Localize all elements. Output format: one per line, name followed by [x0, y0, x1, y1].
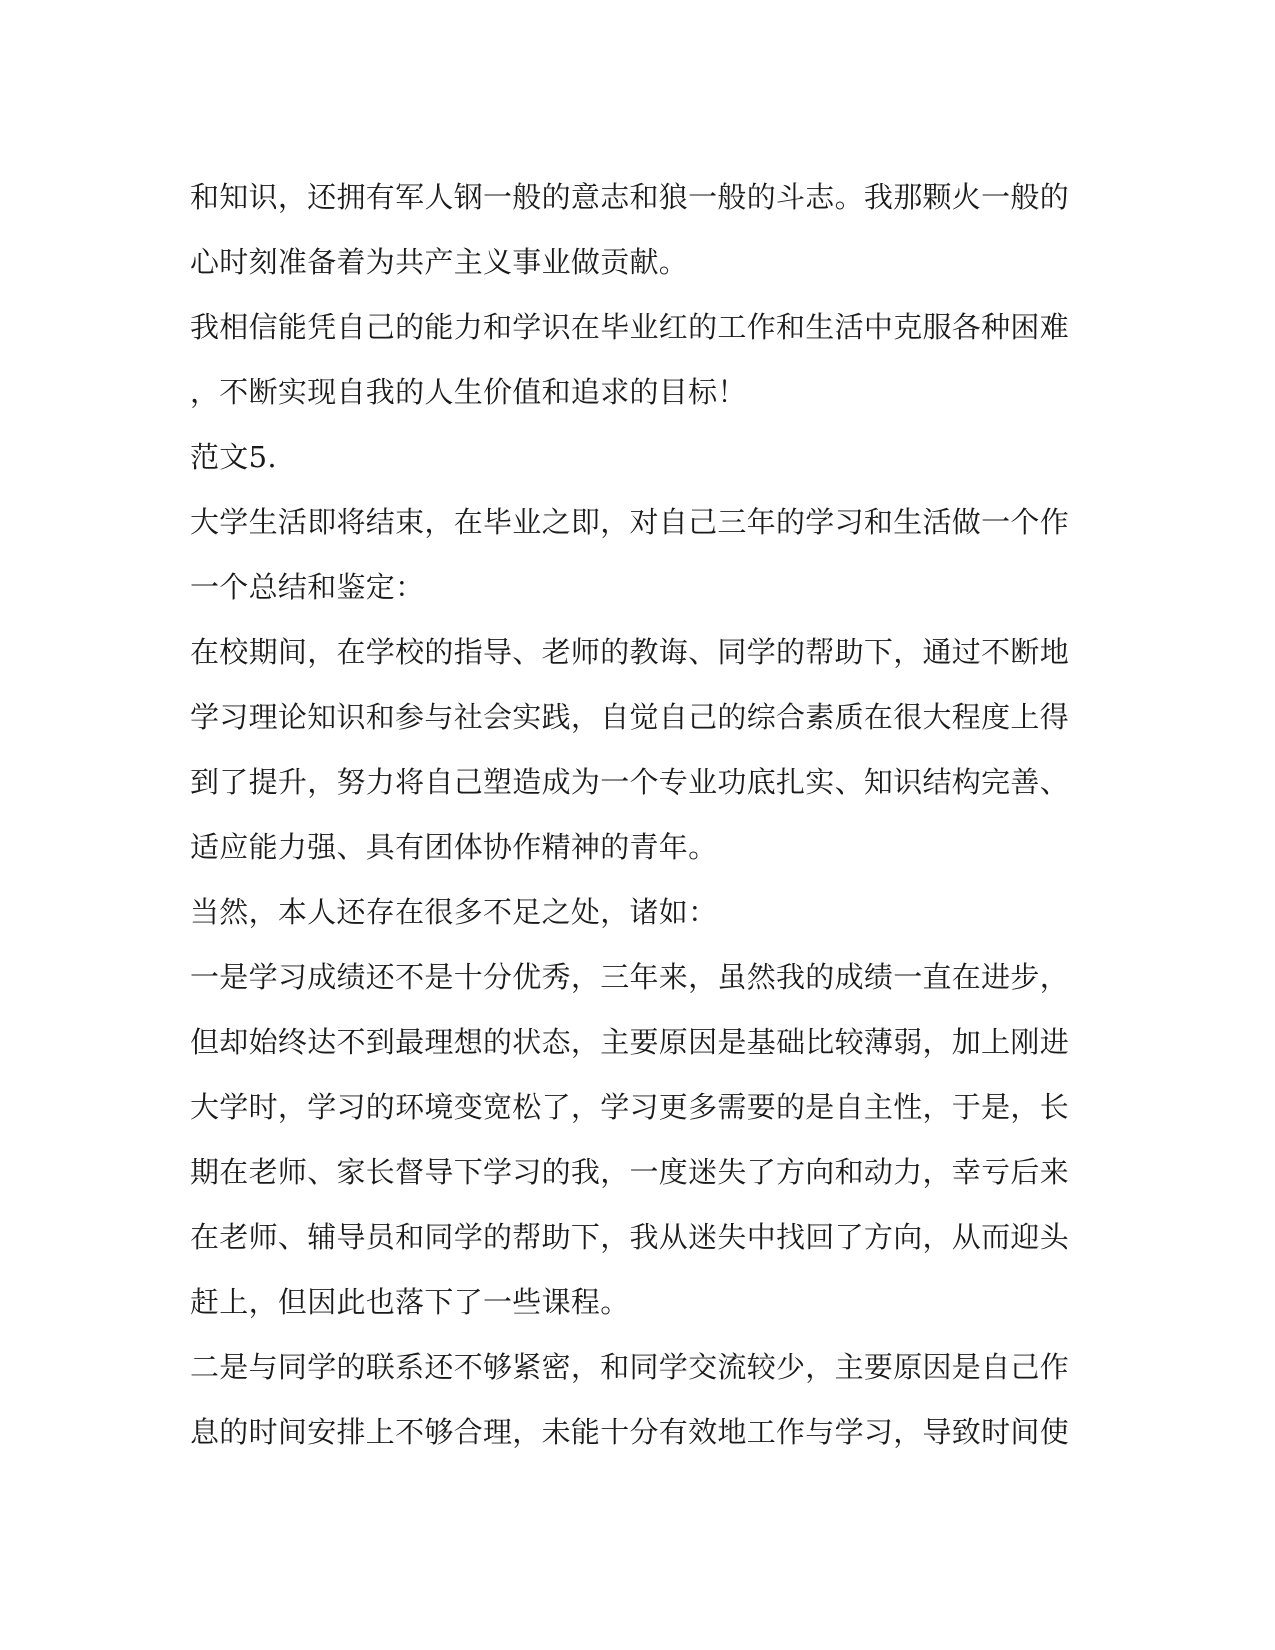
text-line: 学习理论知识和参与社会实践，自觉自己的综合素质在很大程度上得 [190, 700, 1070, 734]
text-line: 二是与同学的联系还不够紧密，和同学交流较少，主要原因是自己作 [190, 1350, 1070, 1384]
document-body [190, 165, 1070, 1465]
text-line: 当然，本人还存在很多不足之处，诸如： [190, 895, 718, 929]
text-line: 在老师、辅导员和同学的帮助下，我从迷失中找回了方向，从而迎头 [190, 1220, 1070, 1254]
text-line: 我相信能凭自己的能力和学识在毕业红的工作和生活中克服各种困难 [190, 310, 1070, 344]
text-line: 大学时，学习的环境变宽松了，学习更多需要的是自主性，于是，长 [190, 1090, 1070, 1124]
text-line: 一是学习成绩还不是十分优秀，三年来，虽然我的成绩一直在进步， [190, 960, 1070, 994]
text-line: 息的时间安排上不够合理，未能十分有效地工作与学习，导致时间使 [190, 1415, 1070, 1449]
text-line: 在校期间，在学校的指导、老师的教诲、同学的帮助下，通过不断地 [190, 635, 1070, 669]
text-line: 和知识，还拥有军人钢一般的意志和狼一般的斗志。我那颗火一般的 [190, 180, 1070, 214]
text-line: 期在老师、家长督导下学习的我，一度迷失了方向和动力，幸亏后来 [190, 1155, 1070, 1189]
text-line: 但却始终达不到最理想的状态，主要原因是基础比较薄弱，加上刚进 [190, 1025, 1070, 1059]
text-line: 大学生活即将结束，在毕业之即，对自己三年的学习和生活做一个作 [190, 505, 1070, 539]
text-line: ，不断实现自我的人生价值和追求的目标！ [190, 375, 747, 409]
text-line: 一个总结和鉴定： [190, 570, 425, 604]
text-line: 到了提升，努力将自己塑造成为一个专业功底扎实、知识结构完善、 [190, 765, 1070, 799]
section-heading: 范文5. [190, 440, 277, 474]
text-line: 心时刻准备着为共产主义事业做贡献。 [190, 245, 689, 279]
text-line: 赶上，但因此也落下了一些课程。 [190, 1285, 630, 1319]
text-line: 适应能力强、具有团体协作精神的青年。 [190, 830, 718, 864]
